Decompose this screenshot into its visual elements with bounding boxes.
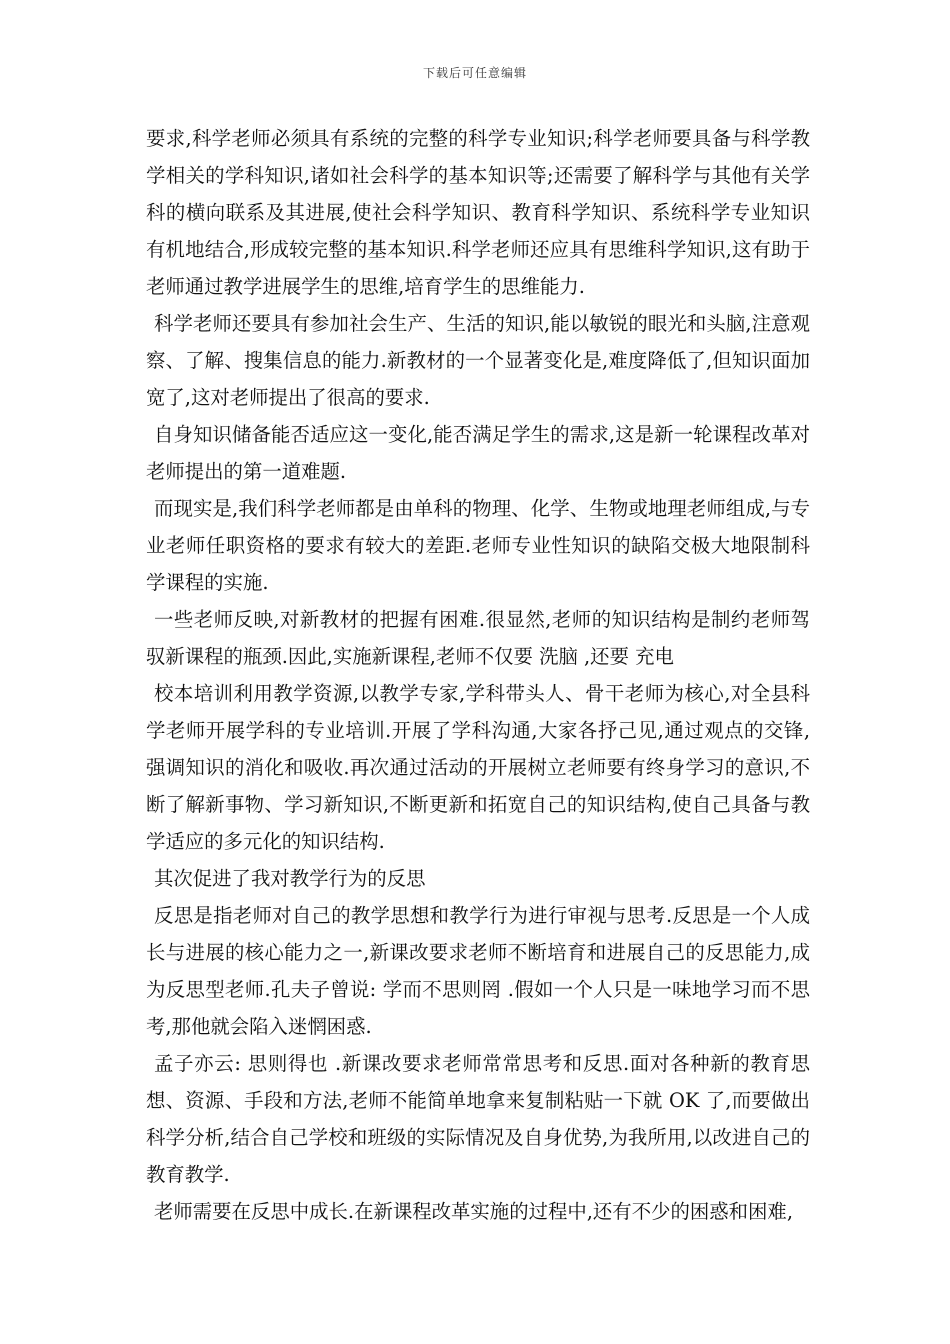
paragraph-9: 孟子亦云: 思则得也 .新课改要求老师常常思考和反思.面对各种新的教育思想、资源、手段和方法,老师不能简单地拿来复制粘贴一下就 OK 了,而要做出科学分析,结合自己学校和班级的实际情况及自身优势,为我所用,以改进自己的教育教学. [146, 1052, 810, 1186]
document-body [146, 120, 810, 1230]
paragraph-6: 校本培训利用教学资源,以教学专家,学科带头人、骨干老师为核心,对全县科学老师开展学科的专业培训.开展了学科沟通,大家各抒己见,通过观点的交锋,强调知识的消化和吸收.再次通过活动的开展树立老师要有终身学习的意识,不断了解新事物、学习新知识,不断更新和拓宽自己的知识结构,使自己具备与教学适应的多元化的知识结构. [146, 682, 810, 853]
paragraph-1: 要求,科学老师必须具有系统的完整的科学专业知识;科学老师要具备与科学教学相关的学科知识,诸如社会科学的基本知识等;还需要了解科学与其他有关学科的横向联系及其进展,使社会科学知识、教育科学知识、系统科学专业知识有机地结合,形成较完整的基本知识.科学老师还应具有思维科学知识,这有助于老师通过教学进展学生的思维,培育学生的思维能力. [146, 127, 810, 298]
paragraph-4: 而现实是,我们科学老师都是由单科的物理、化学、生物或地理老师组成,与专业老师任职资格的要求有较大的差距.老师专业性知识的缺陷交极大地限制科学课程的实施. [146, 497, 810, 594]
paragraph-3: 自身知识储备能否适应这一变化,能否满足学生的需求,这是新一轮课程改革对老师提出的第一道难题. [146, 423, 810, 483]
paragraph-7: 其次促进了我对教学行为的反思 [154, 867, 426, 890]
paragraph-2: 科学老师还要具有参加社会生产、生活的知识,能以敏锐的眼光和头脑,注意观察、了解、搜集信息的能力.新教材的一个显著变化是,难度降低了,但知识面加宽了,这对老师提出了很高的要求. [146, 312, 810, 409]
paragraph-10: 老师需要在反思中成长.在新课程改革实施的过程中,还有不少的困惑和困难, [154, 1200, 793, 1223]
paragraph-5: 一些老师反映,对新教材的把握有困难.很显然,老师的知识结构是制约老师驾驭新课程的瓶颈.因此,实施新课程,老师不仅要 洗脑 ,还要 充电 [146, 608, 810, 668]
paragraph-8: 反思是指老师对自己的教学思想和教学行为进行审视与思考.反思是一个人成长与进展的核心能力之一,新课改要求老师不断培育和进展自己的反思能力,成为反思型老师.孔夫子曾说: 学而不思则罔 .假如一个人只是一味地学习而不思考,那他就会陷入迷惘困惑. [146, 904, 810, 1038]
page-header: 下载后可任意编辑 [422, 66, 527, 80]
